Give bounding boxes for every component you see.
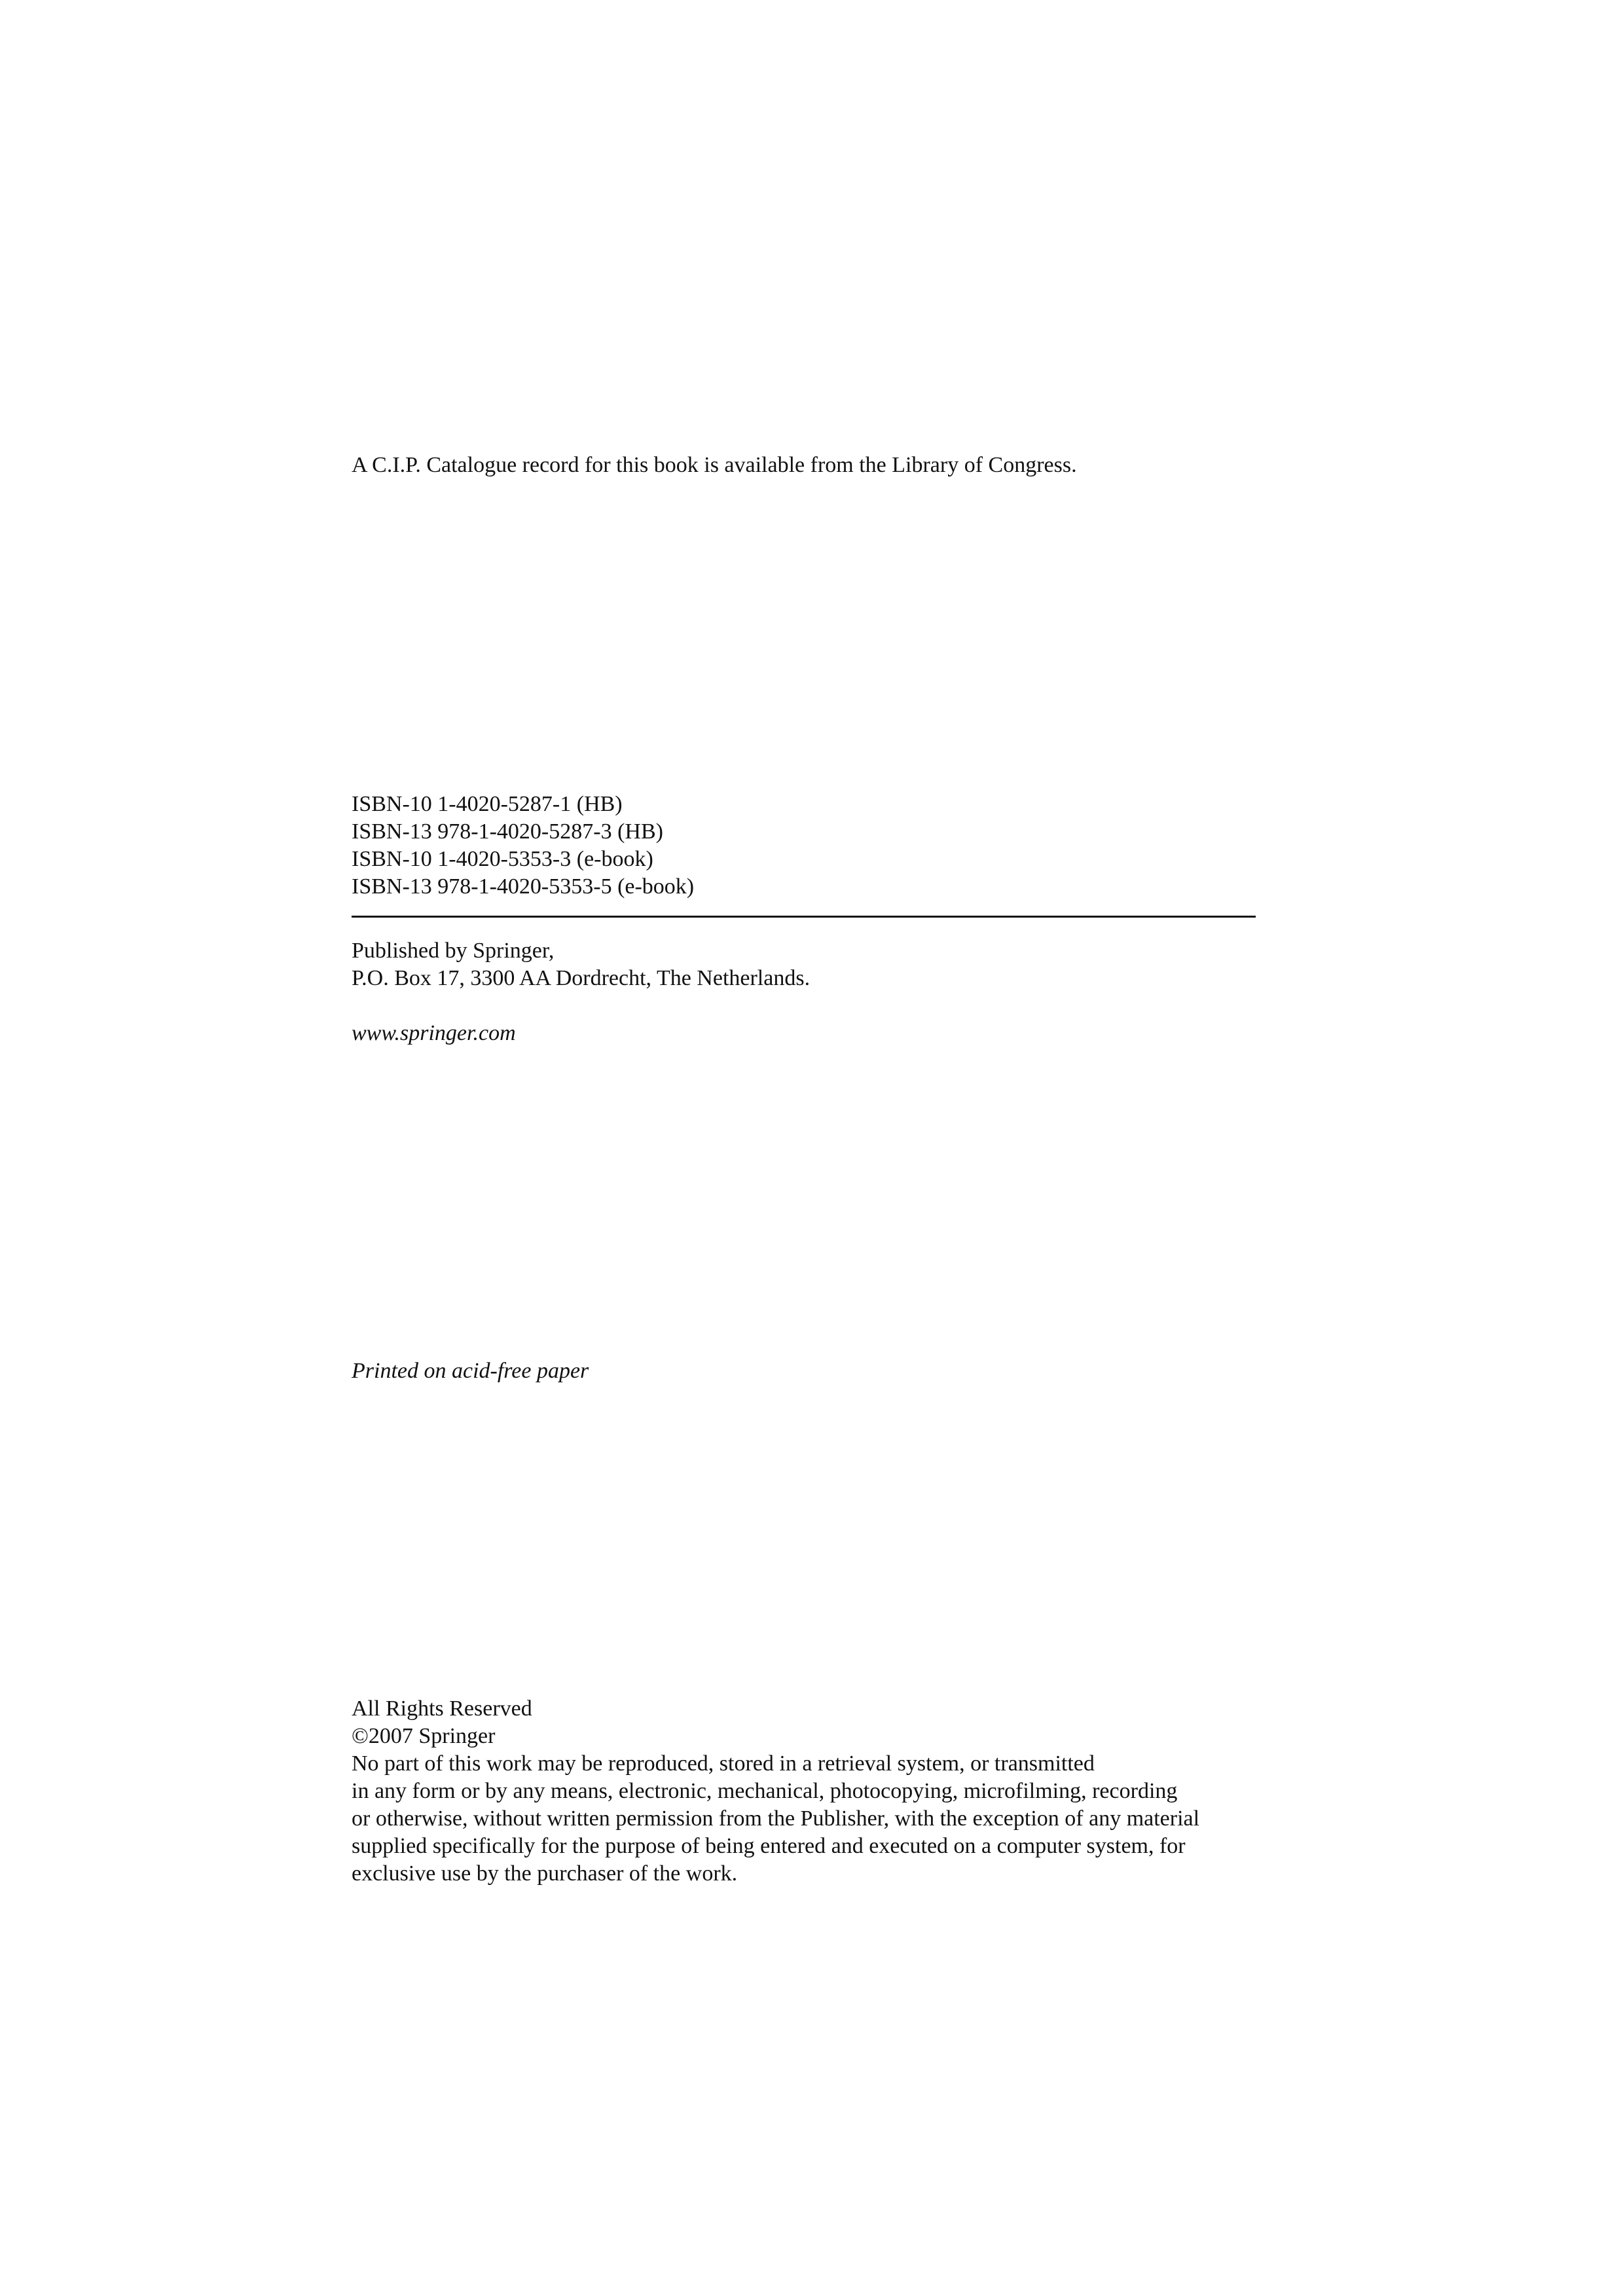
- rights-text-line: in any form or by any means, electronic, mechanical, photocopying, microfilming, recording: [352, 1779, 1178, 1803]
- isbn-line: ISBN-13 978-1-4020-5287-3 (HB): [352, 819, 663, 844]
- paper-note: [352, 1357, 589, 1385]
- copyright-line: ©2007 Springer: [352, 1724, 496, 1748]
- rights-text-line: No part of this work may be reproduced, stored in a retrieval system, or transmitted: [352, 1751, 1095, 1776]
- publisher-website: [352, 1020, 516, 1047]
- paper-note-text: Printed on acid-free paper: [352, 1359, 589, 1383]
- cip-notice-text: A C.I.P. Catalogue record for this book is available from the Library of Congress.: [352, 453, 1077, 477]
- isbn-line: ISBN-13 978-1-4020-5353-5 (e-book): [352, 874, 695, 899]
- divider-rule: [352, 916, 1256, 918]
- rights-notice: [352, 1695, 1199, 1888]
- rights-text-line: exclusive use by the purchaser of the work.: [352, 1861, 738, 1886]
- rights-text-line: or otherwise, without written permission from the Publisher, with the exception of any material: [352, 1806, 1200, 1831]
- website-text: www.springer.com: [352, 1021, 516, 1045]
- cip-notice: [352, 452, 1077, 479]
- rights-text-line: supplied specifically for the purpose of being entered and executed on a computer system, for: [352, 1834, 1186, 1858]
- publisher-address-line: P.O. Box 17, 3300 AA Dordrecht, The Netherlands.: [352, 966, 811, 990]
- isbn-list: [352, 791, 694, 901]
- isbn-line: ISBN-10 1-4020-5287-1 (HB): [352, 792, 623, 816]
- isbn-line: ISBN-10 1-4020-5353-3 (e-book): [352, 847, 653, 871]
- rights-reserved: All Rights Reserved: [352, 1696, 532, 1721]
- publisher-name: Published by Springer,: [352, 939, 555, 963]
- publisher-address: [352, 937, 810, 992]
